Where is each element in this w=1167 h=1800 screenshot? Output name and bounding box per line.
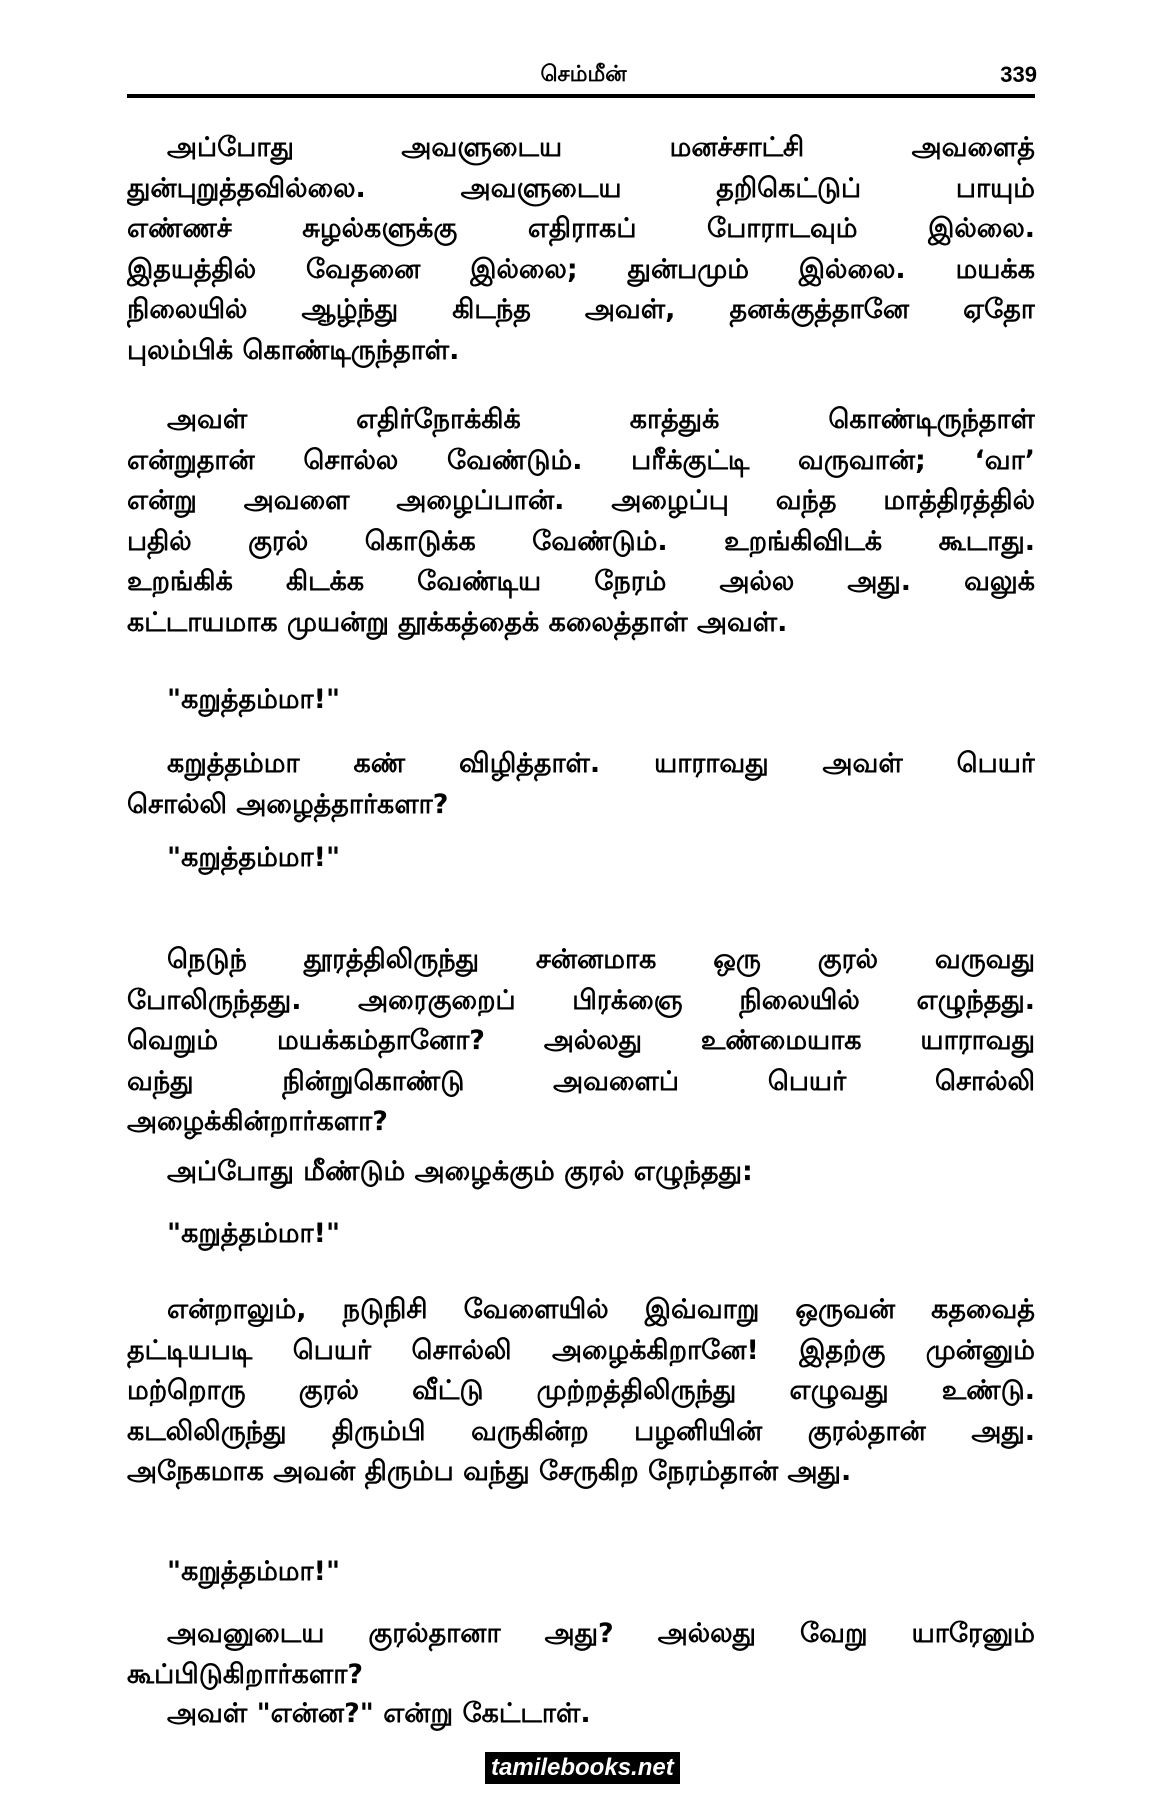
text-line: வெறும் மயக்கம்தானோ? அல்லது உண்மையாக யாராவது	[127, 1025, 1035, 1056]
text-line: கடலிலிருந்து திரும்பி வருகின்ற பழனியின் குரல்தான் அது.	[127, 1415, 1035, 1447]
dialogue-paragraph	[127, 1152, 1035, 1193]
text-line: "கறுத்தம்மா!"	[167, 1218, 341, 1249]
header-rule	[127, 94, 1035, 98]
text-line: உறங்கிக் கிடக்க வேண்டிய நேரம் அல்ல அது. வலுக்	[127, 566, 1035, 597]
paragraph	[127, 1290, 1035, 1493]
text-line: கூப்பிடுகிறார்களா?	[127, 1658, 364, 1690]
text-line: துன்புறுத்தவில்லை. அவளுடைய தறிகெட்டுப் பாயும்	[127, 172, 1035, 204]
text-line: புலம்பிக் கொண்டிருந்தாள்.	[127, 334, 460, 366]
text-line: போலிருந்தது. அரைகுறைப் பிரக்ஞை நிலையில் எழுந்தது.	[127, 984, 1035, 1016]
text-line: நெடுந் தூரத்திலிருந்து சன்னமாக ஒரு குரல் வருவது	[167, 944, 1035, 975]
text-line: கறுத்தம்மா கண் விழித்தாள். யாராவது அவள் பெயர்	[167, 748, 1035, 779]
text-line: அவள் "என்ன?" என்று கேட்டாள்.	[167, 1698, 591, 1729]
text-line: "கறுத்தம்மா!"	[167, 842, 341, 873]
paragraph	[127, 400, 1035, 643]
watermark: tamilebooks.net	[485, 1752, 680, 1784]
text-line: வந்து நின்றுகொண்டு அவளைப் பெயர் சொல்லி	[127, 1065, 1035, 1097]
text-line: எண்ணச் சுழல்களுக்கு எதிராகப் போராடவும் இல்லை.	[127, 213, 1035, 244]
text-line: "கறுத்தம்மா!"	[167, 1556, 341, 1587]
text-line: அப்போது மீண்டும் அழைக்கும் குரல் எழுந்தது:	[167, 1156, 753, 1187]
text-line: அநேகமாக அவன் திரும்ப வந்து சேருகிற நேரம்தான் அது.	[127, 1456, 852, 1487]
page-number: 339	[1000, 62, 1037, 87]
text-line: என்று அவளை அழைப்பான். அழைப்பு வந்த மாத்திரத்தில்	[127, 485, 1035, 516]
paragraph	[127, 128, 1035, 371]
text-line: சொல்லி அழைத்தார்களா?	[127, 788, 449, 820]
dialogue-paragraph	[127, 1694, 1035, 1735]
text-line: இதயத்தில் வேதனை இல்லை; துன்பமும் இல்லை. மயக்க	[127, 253, 1035, 285]
text-line: அவள் எதிர்நோக்கிக் காத்துக் கொண்டிருந்தாள்	[167, 404, 1035, 435]
dialogue-paragraph	[127, 838, 1035, 879]
text-line: அழைக்கின்றார்களா?	[127, 1106, 388, 1137]
text-line: நிலையில் ஆழ்ந்து கிடந்த அவள், தனக்குத்தானே ஏதோ	[127, 294, 1035, 325]
text-line: மற்றொரு குரல் வீட்டு முற்றத்திலிருந்து எழுவது உண்டு.	[127, 1375, 1035, 1406]
text-line: தட்டியபடி பெயர் சொல்லி அழைக்கிறானே! இதற்கு முன்னும்	[127, 1334, 1035, 1366]
text-line: அவனுடைய குரல்தானா அது? அல்லது வேறு யாரேனும்	[167, 1618, 1035, 1649]
dialogue-paragraph	[127, 1552, 1035, 1593]
text-line: "கறுத்தம்மா!"	[167, 684, 341, 715]
paragraph	[127, 1614, 1035, 1695]
running-header-title: செம்மீன்	[540, 62, 627, 87]
dialogue-paragraph	[127, 1214, 1035, 1255]
paragraph	[127, 744, 1035, 825]
text-line: பதில் குரல் கொடுக்க வேண்டும். உறங்கிவிடக் கூடாது.	[127, 525, 1035, 557]
text-line: என்றுதான் சொல்ல வேண்டும். பரீக்குட்டி வருவான்; ‘வா’	[127, 444, 1035, 476]
text-line: என்றாலும், நடுநிசி வேளையில் இவ்வாறு ஒருவன் கதவைத்	[167, 1294, 1035, 1325]
text-line: அப்போது அவளுடைய மனச்சாட்சி அவளைத்	[167, 132, 1035, 163]
text-line: கட்டாயமாக முயன்று தூக்கத்தைக் கலைத்தாள் அவள்.	[127, 606, 788, 638]
dialogue-paragraph	[127, 680, 1035, 721]
paragraph	[127, 940, 1035, 1143]
